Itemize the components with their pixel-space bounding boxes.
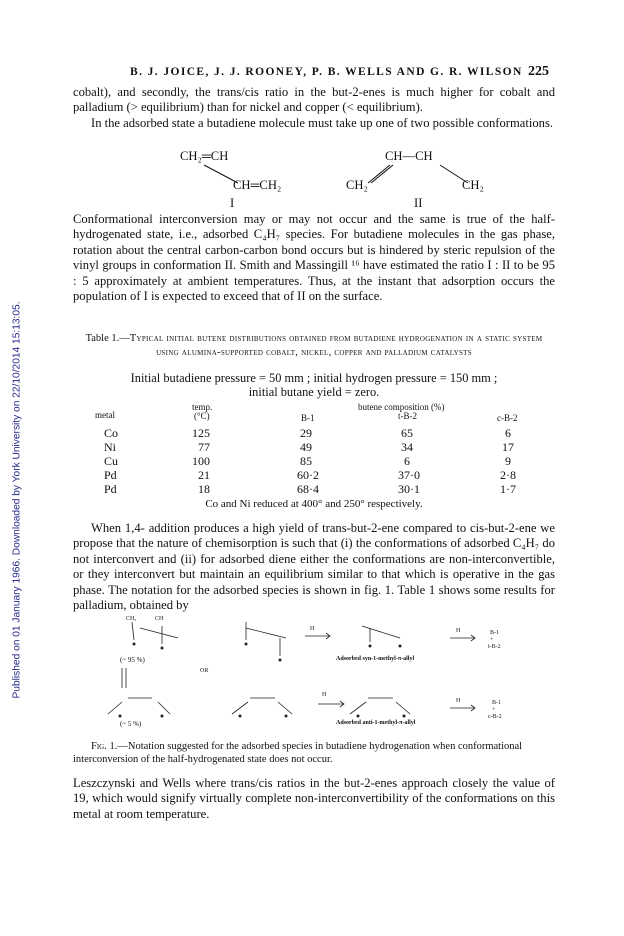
cell-b1: 68·4 xyxy=(297,482,319,496)
cell-temp: 77 xyxy=(198,440,210,454)
fig-adsorbed-syn: Adsorbed syn-1-methyl-π-allyl xyxy=(336,656,415,662)
cell-tb2: 34 xyxy=(401,440,413,454)
cell-cb2: 2·8 xyxy=(500,468,516,482)
figure-1-drawing xyxy=(100,616,540,726)
cell-cb2: 9 xyxy=(505,454,511,468)
fig-b1-bottom: B-1 xyxy=(492,700,501,706)
table-header-metal: metal xyxy=(95,410,115,420)
cell-b1: 85 xyxy=(300,454,312,468)
struct1-bottom: CH═CH₂ xyxy=(233,178,282,192)
table-conditions-2: initial butane yield = zero. xyxy=(248,385,380,399)
running-header: B. J. JOICE, J. J. ROONEY, P. B. WELLS AND G. R. WILSON xyxy=(130,66,523,78)
table-conditions-1: Initial butadiene pressure = 50 mm ; initial hydrogen pressure = 150 mm ; xyxy=(130,371,498,385)
cell-metal: Cu xyxy=(104,454,119,468)
cell-cb2: 6 xyxy=(505,426,511,440)
figure-caption xyxy=(73,740,555,766)
cell-metal: Pd xyxy=(104,482,117,496)
cell-temp: 100 xyxy=(192,454,210,468)
fig-or: OR xyxy=(200,668,209,674)
table-header-cb2: c-B-2 xyxy=(497,413,518,423)
figure-caption-text: —Notation suggested for the adsorbed species in butadiene hydrogenation when conformational interconversion of the half-hydrogenated state does not occur. xyxy=(73,741,523,765)
table-caption-prefix: Table 1.— xyxy=(85,333,130,344)
table-header-temp: temp. xyxy=(192,402,213,412)
table-caption xyxy=(73,332,555,359)
cell-cb2: 17 xyxy=(502,440,514,454)
table-header-b1: B-1 xyxy=(301,413,315,423)
paragraph-1: cobalt), and secondly, the trans/cis ratio in the but-2-enes is much higher for cobalt and palladium (> equilibrium) than for nickel and copper (< equilibrium). xyxy=(73,85,555,115)
paragraph-3: Conformational interconversion may or may not occur and the same is true of the half-hydrogenated state, i.e., adsorbed C₄H₇ species. For butadiene molecules in the gas phase, rotation about the central carbon-carbon bond occurs but is hindered by steric repulsion of the vinyl groups in conformation II. Smith and Massingill ¹⁶ have estimated the ratio I : II to be 95 : 5 approximately at ambient temperatures. Thus, at the instant that adsorption occurs the population of I is expected to exceed that of II on the surface. xyxy=(73,212,555,304)
struct2-top: CH—CH xyxy=(385,149,433,163)
table-caption-text: Typical initial butene distributions obtained from butadiene hydrogenation in a static system using alumina-supported cobalt, nickel, copper and palladium catalysts xyxy=(129,333,543,358)
cell-b1: 29 xyxy=(300,426,312,440)
fig-top-percent: (~ 95 %) xyxy=(120,656,145,664)
fig-ch2-label: CH₂ xyxy=(126,616,137,622)
figure-1 xyxy=(100,616,540,726)
fig-cb2: c-B-2 xyxy=(488,714,502,720)
paragraph-2: In the adsorbed state a butadiene molecule must take up one of two possible conformations. xyxy=(91,116,553,130)
figure-caption-prefix: Fig. 1. xyxy=(91,741,118,752)
page-number: 225 xyxy=(528,64,549,79)
struct2-label: II xyxy=(414,196,423,210)
table-header-composition: butene composition (%) xyxy=(358,402,445,412)
table-header-tb2: t-B-2 xyxy=(398,411,417,421)
cell-b1: 60·2 xyxy=(297,468,319,482)
cell-tb2: 37·0 xyxy=(398,468,420,482)
cell-tb2: 6 xyxy=(404,454,410,468)
fig-h-bottom-2: H xyxy=(456,698,461,704)
cell-temp: 18 xyxy=(198,482,210,496)
struct1-label: I xyxy=(230,196,235,210)
cell-cb2: 1·7 xyxy=(500,482,516,496)
paragraph-4: When 1,4- addition produces a high yield of trans-but-2-ene compared to cis-but-2-ene we propose that the nature of chemisorption is such that (i) the conformations of adsorbed C₄H₇ do not interconvert and (ii) for adsorbed diene either the conformations are non-interconvertible, or they interconvert but maintain an equilibrium similar to that which is operative in the gas phase. The notation for the adsorbed species is shown in fig. 1. Table 1 shows some results for palladium, obtained by xyxy=(73,521,555,613)
fig-bottom-percent: (~ 5 %) xyxy=(120,720,142,728)
cell-temp: 125 xyxy=(192,426,210,440)
fig-h-top-2: H xyxy=(456,628,461,634)
fig-tb2: t-B-2 xyxy=(488,644,501,650)
cell-tb2: 30·1 xyxy=(398,482,420,496)
fig-adsorbed-anti: Adsorbed anti-1-methyl-π-allyl xyxy=(336,720,416,726)
fig-h-top: H xyxy=(310,626,315,632)
struct2-left: CH₂ xyxy=(346,178,368,192)
cell-b1: 49 xyxy=(300,440,312,454)
struct1-top: CH₂═CH xyxy=(180,149,229,163)
cell-temp: 21 xyxy=(198,468,210,482)
fig-b1-top: B-1 xyxy=(490,630,499,636)
fig-plus-top: + xyxy=(490,637,494,643)
cell-metal: Co xyxy=(104,426,119,440)
paragraph-5: Leszczynski and Wells where trans/cis ratios in the but-2-enes approach closely the value of 19, which would signify virtually complete non-interconvertibility of the conformations on this metal at room temperature. xyxy=(73,776,555,821)
cell-tb2: 65 xyxy=(401,426,413,440)
table-header-temp-unit: (°C) xyxy=(194,411,210,421)
cell-metal: Pd xyxy=(104,468,117,482)
download-notice: Published on 01 January 1966. Downloaded by York University on 22/10/2014 15:13:05. xyxy=(11,301,23,699)
table-footnote: Co and Ni reduced at 400° and 250° respectively. xyxy=(205,498,423,510)
fig-ch-label: CH xyxy=(155,616,164,622)
fig-h-bottom: H xyxy=(322,692,327,698)
fig-plus-bottom: + xyxy=(492,707,496,713)
cell-metal: Ni xyxy=(104,440,116,454)
struct2-right: CH₂ xyxy=(462,178,484,192)
